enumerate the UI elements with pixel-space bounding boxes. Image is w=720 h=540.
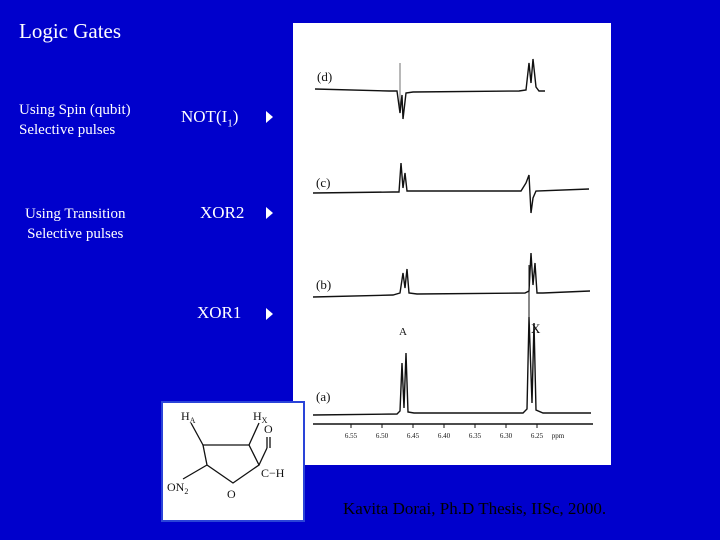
axis-unit-label: ppm: [551, 432, 565, 440]
peak-label-x: X: [531, 321, 541, 336]
bond-cho: [259, 448, 267, 465]
peak-label-a: A: [399, 326, 407, 338]
axis-tick-label: 6.40: [437, 432, 451, 440]
transition-label-line2: Selective pulses: [27, 226, 124, 242]
axis-tick-label: 6.45: [406, 432, 420, 440]
gate-not-close: ): [232, 107, 239, 126]
nmr-spectrum-image: [293, 23, 611, 465]
bond-hx: [249, 423, 259, 445]
gate-xor1: XOR1: [197, 303, 242, 322]
molecule-graphic: [163, 403, 303, 520]
spin-selective-label: [19, 100, 131, 140]
gate-not-text: NOT(I: [181, 107, 228, 126]
spectrum-trace-c: [313, 163, 589, 213]
gate-xor1-arrow-icon: [266, 308, 273, 320]
molecule-structure-image: [161, 401, 305, 522]
atom-o-ring: O: [227, 487, 236, 501]
bond-no2: [183, 465, 207, 479]
spectrum-trace-b: [313, 253, 590, 297]
axis-tick-label: 6.35: [468, 432, 482, 440]
ring-bonds: [203, 445, 259, 483]
panel-label-d: (d): [317, 69, 333, 84]
axis-tick-label: 6.25: [530, 432, 544, 440]
panel-label-b: (b): [316, 277, 332, 292]
transition-label-line1: Using Transition: [25, 206, 126, 222]
atom-hx: $H_X$: [253, 409, 268, 425]
nmr-spectra-graphic: [293, 23, 611, 465]
atom-ha: $H_A$: [181, 409, 196, 425]
panel-label-c: (c): [316, 175, 331, 190]
gate-not-arrow-icon: [266, 111, 273, 123]
gate-not-subscript: 1: [227, 117, 233, 130]
thesis-credit: Kavita Dorai, Ph.D Thesis, IISc, 2000.: [343, 499, 607, 518]
axis-tick-label: 6.50: [375, 432, 389, 440]
atom-cho: C−H: [261, 466, 285, 480]
spectrum-trace-a: [313, 317, 591, 415]
spin-label-line2: Selective pulses: [19, 122, 116, 138]
spin-label-line1: Using Spin (qubit): [19, 102, 131, 118]
slide-title: Logic Gates: [19, 19, 122, 43]
gate-xor2-arrow-icon: [266, 207, 273, 219]
axis-tick-label: 6.55: [344, 432, 358, 440]
bond-carbonyl: [267, 437, 270, 448]
bond-ha: [191, 423, 203, 445]
spectrum-trace-d: [315, 59, 545, 119]
atom-no2: $ON_2$: [167, 480, 189, 496]
atom-o-carbonyl: O: [264, 422, 273, 436]
gate-not: [181, 107, 238, 129]
gate-xor2: XOR2: [200, 203, 245, 222]
axis-tick-label: 6.30: [499, 432, 513, 440]
transition-selective-label: [25, 204, 125, 244]
panel-label-a: (a): [316, 389, 331, 404]
